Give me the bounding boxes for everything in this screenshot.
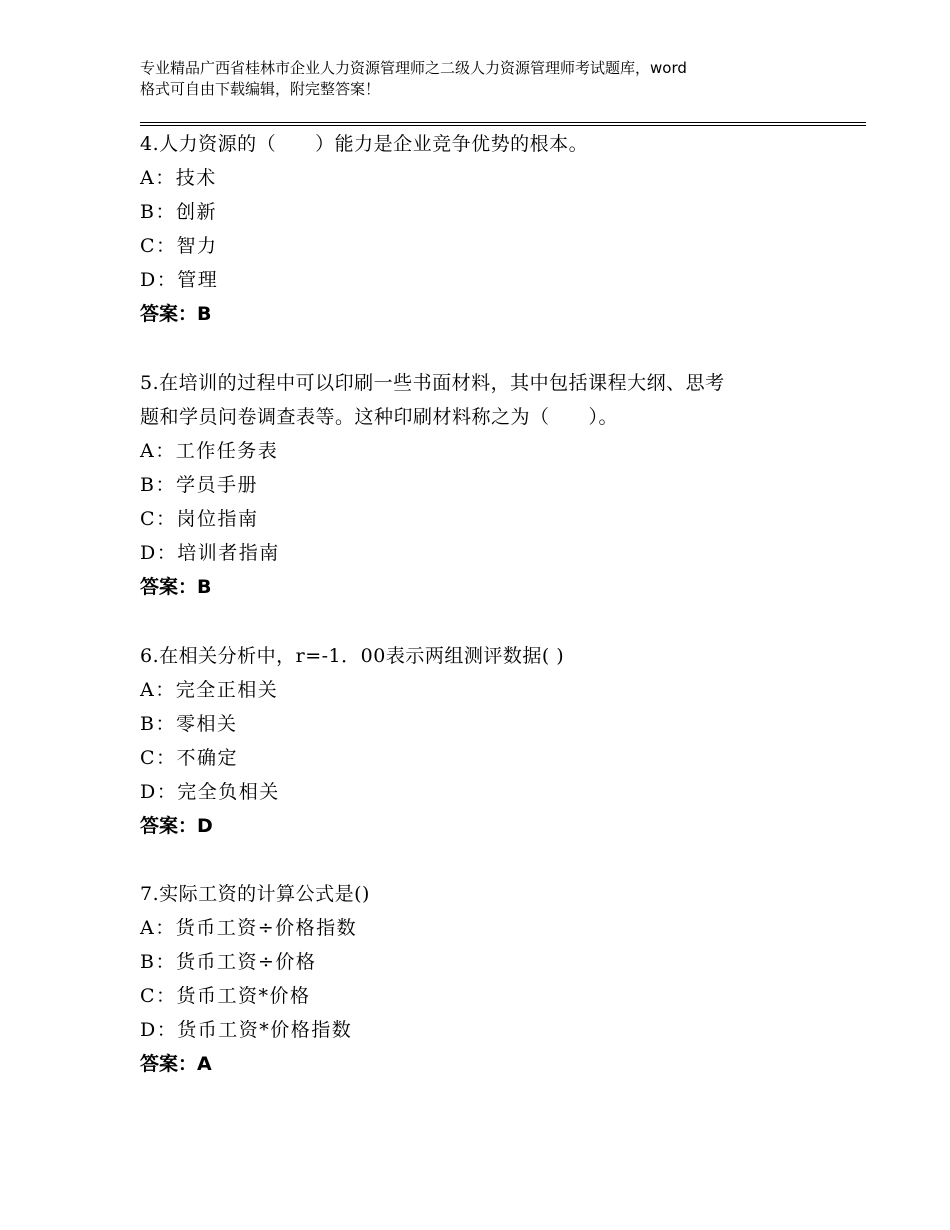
header-line-1: 专业精品广西省桂林市企业人力资源管理师之二级人力资源管理师考试题库，word [140, 59, 687, 77]
option-d: D：完全负相关 [140, 781, 280, 803]
option-b: B：学员手册 [140, 474, 258, 496]
option-b: B：零相关 [140, 713, 238, 735]
option-d: D：管理 [140, 269, 219, 291]
answer-label: 答案：D [140, 815, 213, 837]
question-4 [140, 127, 820, 331]
option-c: C：不确定 [140, 747, 239, 769]
option-a: A：货币工资÷价格指数 [140, 917, 358, 939]
option-c: C：智力 [140, 235, 218, 257]
header-line-2: 格式可自由下载编辑，附完整答案！ [140, 80, 381, 98]
answer-label: 答案：A [140, 1053, 212, 1075]
option-d: D：培训者指南 [140, 542, 280, 564]
document-header [140, 58, 840, 100]
option-c: C：岗位指南 [140, 508, 259, 530]
question-7 [140, 877, 820, 1081]
question-stem: 6.在相关分析中，r=-1．00表示两组测评数据( ) [140, 645, 565, 667]
question-stem: 4.人力资源的（ ）能力是企业竞争优势的根本。 [140, 133, 589, 155]
question-stem: 5.在培训的过程中可以印刷一些书面材料，其中包括课程大纲、思考 [140, 372, 725, 394]
question-stem-continued: 题和学员问卷调查表等。这种印刷材料称之为（ ）。 [140, 406, 619, 428]
question-stem: 7.实际工资的计算公式是() [140, 883, 370, 905]
answer-label: 答案：B [140, 576, 212, 598]
question-6 [140, 639, 820, 843]
option-a: A：技术 [140, 167, 217, 189]
header-divider-bottom [140, 125, 866, 126]
option-b: B：创新 [140, 201, 217, 223]
answer-label: 答案：B [140, 303, 212, 325]
header-divider-top [140, 122, 866, 123]
option-d: D：货币工资*价格指数 [140, 1019, 353, 1041]
option-a: A：工作任务表 [140, 440, 279, 462]
option-b: B：货币工资÷价格 [140, 951, 317, 973]
option-a: A：完全正相关 [140, 679, 279, 701]
question-5 [140, 366, 820, 604]
option-c: C：货币工资*价格 [140, 985, 311, 1007]
